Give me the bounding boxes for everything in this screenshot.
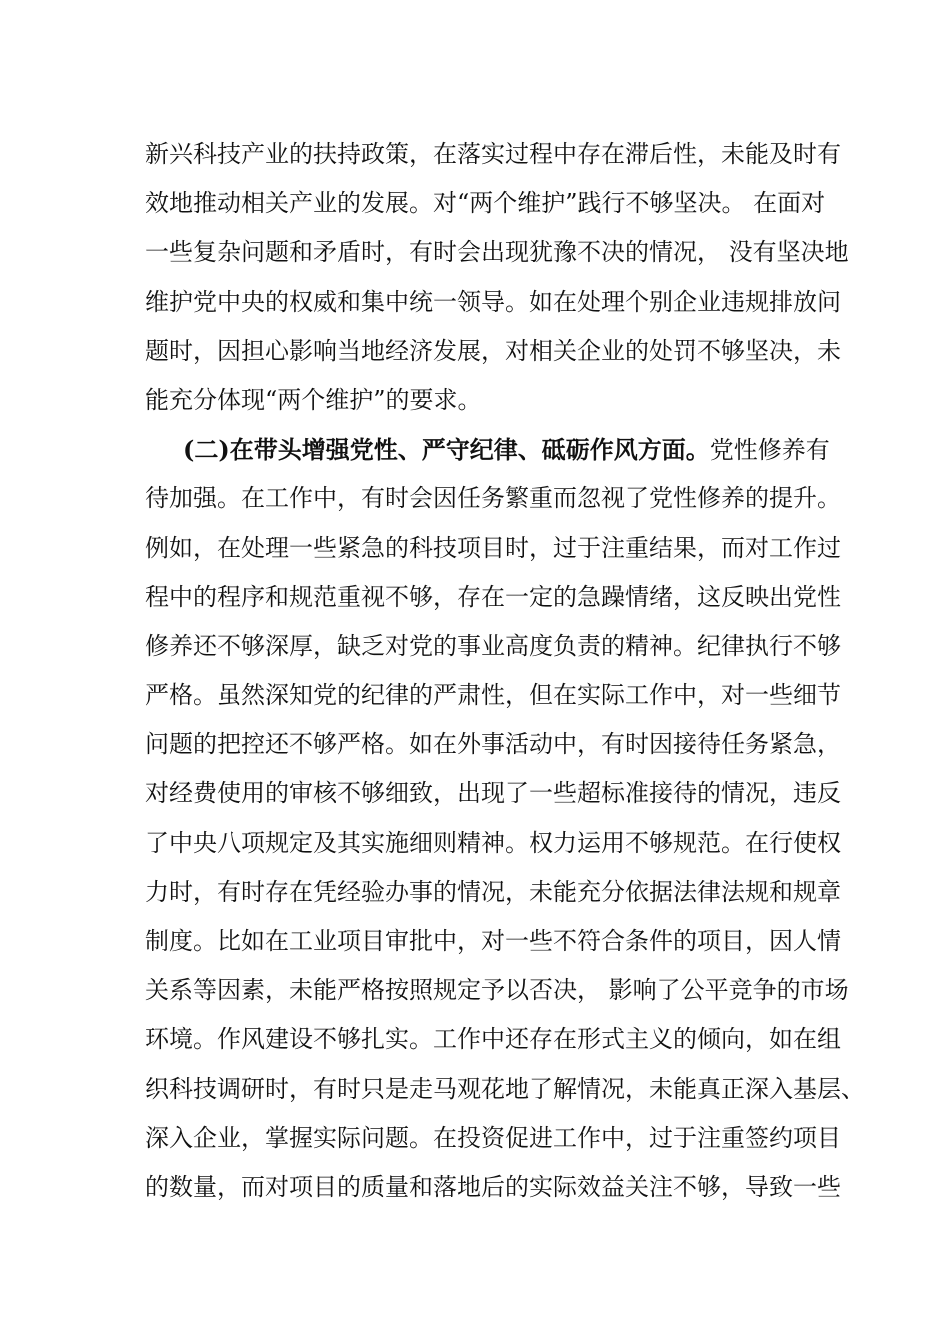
paragraph-line: 织科技调研时，有时只是走马观花地了解情况，未能真正深入基层、	[145, 1074, 865, 1103]
paragraph-line: 对经费使用的审核不够细致，出现了一些超标准接待的情况，违反	[145, 779, 841, 808]
paragraph-line: 程中的程序和规范重视不够，存在一定的急躁情绪，这反映出党性	[145, 582, 841, 611]
paragraph-line: 题时，因担心影响当地经济发展，对相关企业的处罚不够坚决，未	[145, 336, 841, 365]
document-body	[145, 130, 865, 1212]
paragraph-line: 新兴科技产业的扶持政策，在落实过程中存在滞后性，未能及时有	[145, 140, 841, 168]
paragraph-line: 制度。比如在工业项目审批中，对一些不符合条件的项目，因人情	[145, 927, 841, 955]
paragraph-line: 了中央八项规定及其实施细则精神。权力运用不够规范。在行使权	[145, 828, 841, 857]
paragraph-line: 一些复杂问题和矛盾时，有时会出现犹豫不决的情况， 没有坚决地	[145, 238, 849, 267]
paragraph-line: 深入企业，掌握实际问题。在投资促进工作中，过于注重签约项目	[145, 1123, 841, 1152]
paragraph-line: 严格。虽然深知党的纪律的严肃性，但在实际工作中，对一些细节	[145, 681, 841, 710]
section-heading: (二)在带头增强党性、严守纪律、砥砺作风方面。	[183, 435, 710, 465]
paragraph-line: 关系等因素，未能严格按照规定予以否决， 影响了公平竞争的市场	[145, 976, 849, 1005]
paragraph-line: 环境。作风建设不够扎实。工作中还存在形式主义的倾向，如在组	[145, 1025, 841, 1054]
paragraph-line: 的数量，而对项目的质量和落地后的实际效益关注不够，导致一些	[145, 1172, 841, 1201]
paragraph-line: 待加强。在工作中，有时会因任务繁重而忽视了党性修养的提升。	[145, 484, 841, 513]
paragraph-line: 问题的把控还不够严格。如在外事活动中，有时因接待任务紧急，	[145, 730, 841, 759]
section-first-line	[145, 425, 830, 474]
section-first-line-text: 党性修养有	[709, 436, 830, 465]
paragraph-line: 例如，在处理一些紧急的科技项目时，过于注重结果，而对工作过	[145, 533, 841, 562]
paragraph-line: 修养还不够深厚，缺乏对党的事业高度负责的精神。纪律执行不够	[145, 631, 841, 660]
paragraph-line: 维护党中央的权威和集中统一领导。如在处理个别企业违规排放问	[145, 287, 841, 316]
paragraph-line: 力时，有时存在凭经验办事的情况，未能充分依据法律法规和规章	[145, 877, 841, 906]
paragraph-line: 效地推动相关产业的发展。对“两个维护”践行不够坚决。 在面对	[145, 189, 826, 218]
paragraph-line: 能充分体现“两个维护”的要求。	[145, 385, 482, 414]
